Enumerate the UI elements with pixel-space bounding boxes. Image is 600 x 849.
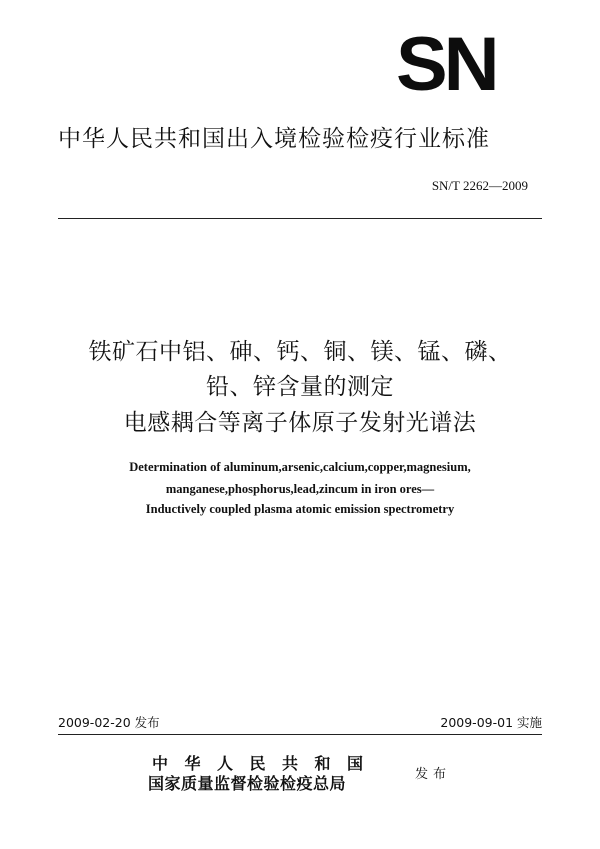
standard-number: SN/T 2262—2009 bbox=[431, 178, 528, 193]
issuer-line1: 中华人民共和国 bbox=[152, 754, 380, 773]
top-divider bbox=[58, 218, 542, 219]
bottom-divider bbox=[58, 734, 542, 735]
title-cn-line2: 铅、锌含量的测定 bbox=[206, 374, 394, 400]
title-cn-line3: 电感耦合等离子体原子发射光谱法 bbox=[123, 410, 477, 436]
standard-category-title: 中华人民共和国出入境检验检疫行业标准 bbox=[58, 126, 490, 152]
title-en-line1: Determination of aluminum,arsenic,calcium,copper,magnesium, bbox=[129, 460, 471, 474]
title-en-line3: Inductively coupled plasma atomic emission spectrometry bbox=[145, 502, 455, 516]
issue-label: 发布 bbox=[415, 767, 452, 782]
issue-date: 2009-02-20 发布 bbox=[58, 715, 160, 730]
title-cn-line1: 铁矿石中铝、砷、钙、铜、镁、锰、磷、 bbox=[88, 339, 512, 365]
sn-logo: SN bbox=[396, 22, 496, 107]
title-en-line2: manganese,phosphorus,lead,zincum in iron ores— bbox=[165, 482, 435, 496]
implement-date: 2009-09-01 实施 bbox=[440, 715, 542, 730]
issuer-line2: 国家质量监督检验检疫总局 bbox=[148, 774, 347, 793]
